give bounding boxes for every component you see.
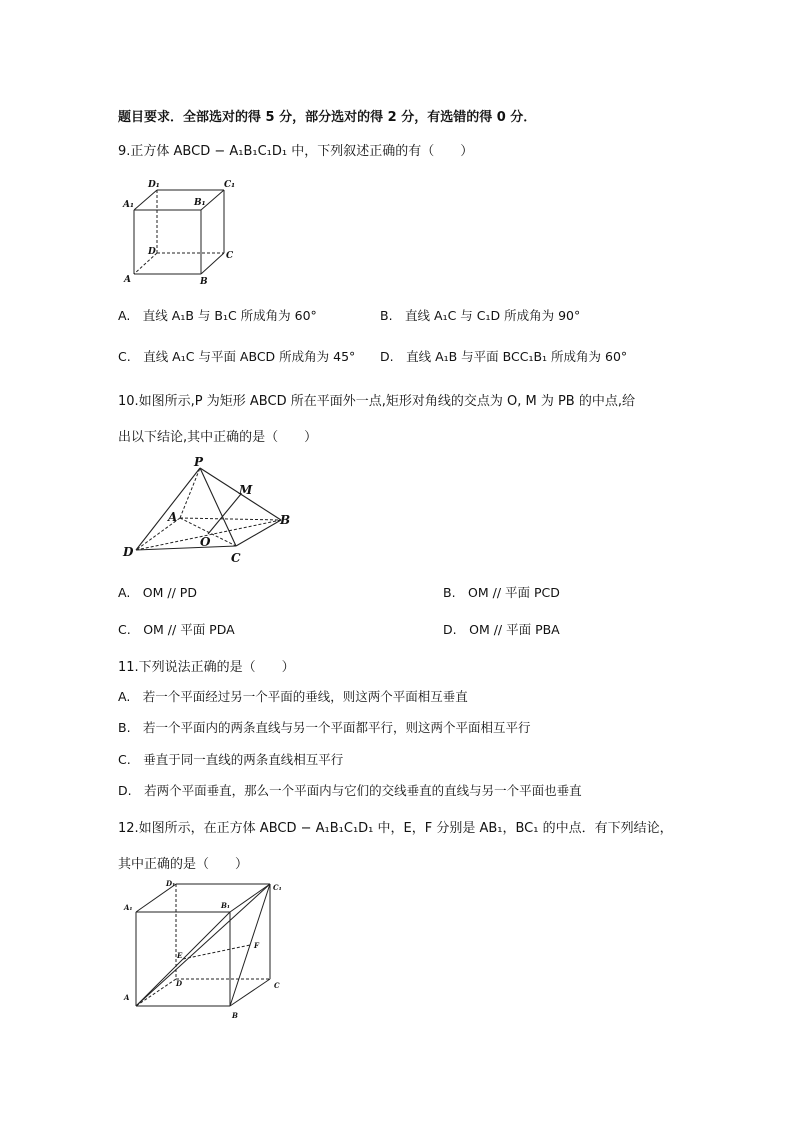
q11-option-d[interactable]: D. 若两个平面垂直，那么一个平面内与它们的交线垂直的直线与另一个平面也垂直	[118, 783, 582, 798]
q10-option-c[interactable]: C. OM // 平面 PDA	[118, 622, 235, 637]
q10-option-a[interactable]: A. OM // PD	[118, 585, 197, 600]
q10-option-d[interactable]: D. OM // 平面 PBA	[443, 622, 560, 637]
q9-option-b[interactable]: B. 直线 A₁C 与 C₁D 所成角为 90°	[380, 308, 581, 323]
label-c: C	[226, 251, 234, 261]
label-b: B	[232, 1011, 238, 1020]
question-9-stem: 9.正方体 ABCD − A₁B₁C₁D₁ 中，下列叙述正确的有（ ）	[118, 144, 474, 159]
label-b: B	[200, 277, 208, 287]
q11-option-b[interactable]: B. 若一个平面内的两条直线与另一个平面都平行，则这两个平面相互平行	[118, 720, 531, 735]
label-c: C	[274, 981, 280, 990]
scoring-rules-text: 题目要求．全部选对的得 5 分，部分选对的得 2 分，有选错的得 0 分．	[118, 110, 537, 125]
question-10-pyramid-figure	[118, 455, 298, 568]
question-11-stem: 11.下列说法正确的是（ ）	[118, 660, 295, 675]
label-e: E	[177, 951, 183, 960]
label-b1: B₁	[194, 198, 206, 208]
label-c: C	[231, 551, 241, 565]
question-12-stem-line1: 12.如图所示，在正方体 ABCD − A₁B₁C₁D₁ 中，E，F 分别是 AB₁，BC₁ 的中点．有下列结论，	[118, 821, 673, 836]
label-a1: A₁	[123, 200, 134, 210]
question-10-stem-line1: 10.如图所示,P 为矩形 ABCD 所在平面外一点,矩形对角线的交点为 O, M 为 PB 的中点,给	[118, 394, 635, 409]
label-d: D	[148, 247, 156, 257]
label-a: A	[168, 510, 178, 524]
label-p: P	[194, 455, 204, 469]
q10-option-b[interactable]: B. OM // 平面 PCD	[443, 585, 560, 600]
label-a1: A₁	[124, 903, 133, 912]
label-m: M	[239, 483, 253, 497]
label-f: F	[254, 941, 259, 950]
label-a: A	[124, 993, 130, 1002]
q11-option-c[interactable]: C. 垂直于同一直线的两条直线相互平行	[118, 752, 344, 767]
q9-option-d[interactable]: D. 直线 A₁B 与平面 BCC₁B₁ 所成角为 60°	[380, 349, 628, 364]
question-10-stem-line2: 出以下结论,其中正确的是（ ）	[118, 430, 318, 445]
label-o: O	[200, 535, 211, 549]
question-9-cube-figure	[118, 176, 248, 288]
label-d: D	[176, 979, 183, 988]
label-d1: D₁	[166, 879, 176, 888]
label-d: D	[123, 545, 134, 559]
question-12-stem-line2: 其中正确的是（ ）	[118, 857, 249, 872]
label-d1: D₁	[148, 180, 160, 190]
label-c1: C₁	[224, 180, 236, 190]
label-a: A	[124, 275, 131, 285]
question-12-cube-figure	[118, 876, 288, 1021]
label-b: B	[280, 513, 291, 527]
q11-option-a[interactable]: A. 若一个平面经过另一个平面的垂线，则这两个平面相互垂直	[118, 689, 468, 704]
q9-option-a[interactable]: A. 直线 A₁B 与 B₁C 所成角为 60°	[118, 308, 317, 323]
label-b1: B₁	[221, 901, 230, 910]
label-c1: C₁	[273, 883, 282, 892]
q9-option-c[interactable]: C. 直线 A₁C 与平面 ABCD 所成角为 45°	[118, 349, 356, 364]
